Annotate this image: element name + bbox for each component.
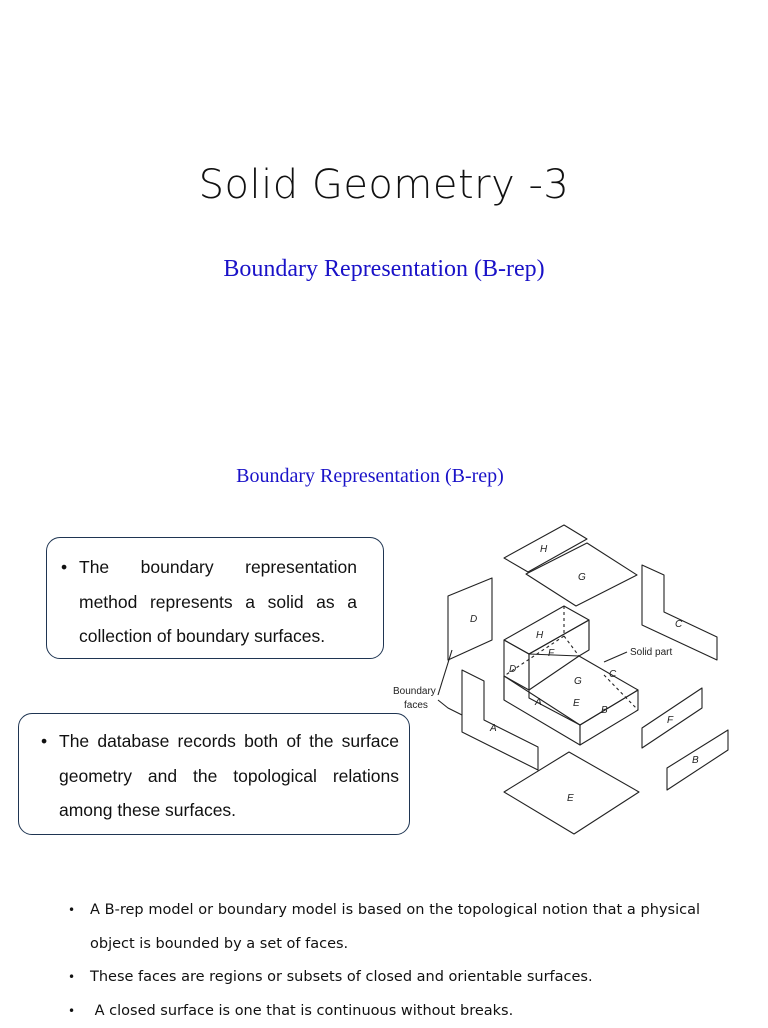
face-label: F xyxy=(667,715,674,726)
face-c-right xyxy=(642,565,717,660)
face-label: H xyxy=(540,544,548,555)
callout-box-definition xyxy=(46,537,384,659)
list-item: • These faces are regions or subsets of closed and orientable surfaces. xyxy=(68,961,700,995)
face-a-front xyxy=(462,670,538,770)
face-label: H xyxy=(536,630,544,641)
callout-list xyxy=(41,724,399,828)
face-label: C xyxy=(609,669,617,680)
face-label: E xyxy=(567,793,574,804)
callout-text: • The boundary representation method represents a solid as a collection of boundary surfaces. xyxy=(61,550,357,654)
page-subtitle: Boundary Representation (B-rep) xyxy=(0,256,768,283)
callout-box-database xyxy=(18,713,410,835)
solid-part xyxy=(504,606,638,745)
face-label: G xyxy=(578,572,586,583)
list-item: • A B-rep model or boundary model is based on the topological notion that a physical object is bounded by a set of faces. xyxy=(68,894,700,961)
notes-section xyxy=(68,894,700,1028)
list-item: • A closed surface is one that is continuous without breaks. xyxy=(68,995,700,1028)
face-label: C xyxy=(675,619,683,630)
face-label: A xyxy=(489,723,497,734)
face-label: A xyxy=(534,697,542,708)
boundary-faces-leader xyxy=(438,700,462,715)
face-label: D xyxy=(509,664,516,675)
section-title: Boundary Representation (B-rep) xyxy=(0,465,740,488)
solid-part-leader xyxy=(604,652,627,662)
callout-list xyxy=(61,550,357,654)
boundary-faces-label: faces xyxy=(404,700,428,711)
callout-text: • The database records both of the surface geometry and the topological relations among these surfaces. xyxy=(41,724,399,828)
brep-exploded-diagram xyxy=(385,515,768,835)
face-label: D xyxy=(470,614,477,625)
boundary-faces-leader-2 xyxy=(438,650,452,695)
solid-part-label: Solid part xyxy=(630,647,672,658)
face-label: B xyxy=(601,705,608,716)
face-label: E xyxy=(573,698,580,709)
face-label: G xyxy=(574,676,582,687)
notes-list xyxy=(68,894,700,1028)
boundary-faces-label: Boundary xyxy=(393,686,436,697)
face-label: B xyxy=(692,755,699,766)
page-title: Solid Geometry -3 xyxy=(0,162,768,208)
face-label: F xyxy=(548,648,555,659)
